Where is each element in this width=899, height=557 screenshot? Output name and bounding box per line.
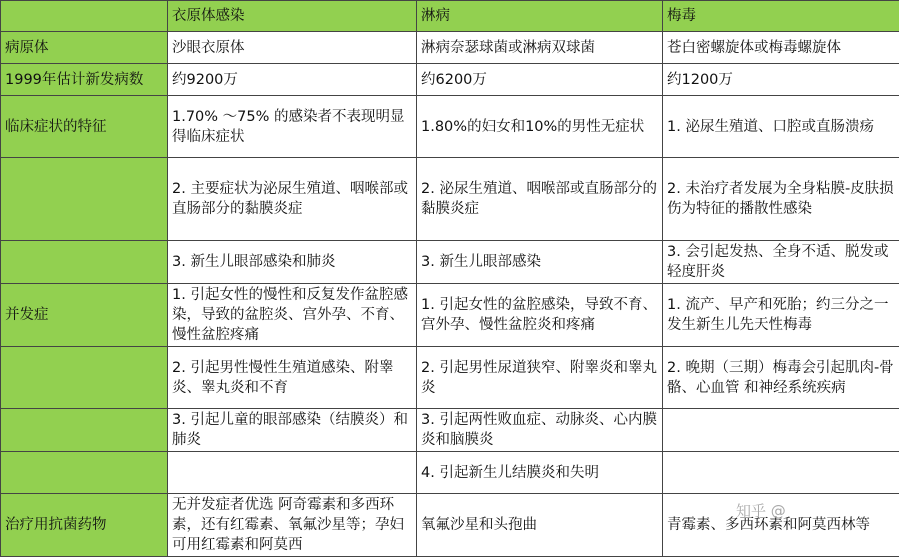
table-cell xyxy=(168,452,417,494)
table-cell: 沙眼衣原体 xyxy=(168,32,417,64)
table-row xyxy=(1,32,899,64)
table-cell: 无并发症者优选 阿奇霉素和多西环素，还有红霉素、氧氟沙星等；孕妇可用红霉素和阿莫西 xyxy=(168,494,417,557)
table-cell: 1. 流产、早产和死胎；约三分之一发生新生儿先天性梅毒 xyxy=(663,284,899,347)
table-cell: 4. 引起新生儿结膜炎和失明 xyxy=(417,452,663,494)
table-cell: 3. 会引起发热、全身不适、脱发或轻度肝炎 xyxy=(663,241,899,284)
table-cell: 2. 引起男性尿道狭窄、附睾炎和睾丸炎 xyxy=(417,347,663,409)
row-label xyxy=(1,241,168,284)
table-cell: 青霉素、多西环素和阿莫西林等 xyxy=(663,494,899,557)
table-cell: 约1200万 xyxy=(663,64,899,96)
table-cell: 3. 引起儿童的眼部感染（结膜炎）和肺炎 xyxy=(168,409,417,452)
row-label xyxy=(1,347,168,409)
table-cell: 苍白密螺旋体或梅毒螺旋体 xyxy=(663,32,899,64)
table-row xyxy=(1,347,899,409)
table-cell: 2. 泌尿生殖道、咽喉部或直肠部分的黏膜炎症 xyxy=(417,158,663,241)
table-cell: 1. 引起女性的盆腔感染，导致不育、宫外孕、慢性盆腔炎和疼痛 xyxy=(417,284,663,347)
table-row xyxy=(1,284,899,347)
row-label xyxy=(1,158,168,241)
header-corner-cell xyxy=(1,1,168,32)
table-row xyxy=(1,158,899,241)
row-label: 并发症 xyxy=(1,284,168,347)
table-row xyxy=(1,409,899,452)
table-cell: 淋病奈瑟球菌或淋病双球菌 xyxy=(417,32,663,64)
column-header-chlamydia: 衣原体感染 xyxy=(168,1,417,32)
table-cell: 3. 引起两性败血症、动脉炎、心内膜炎和脑膜炎 xyxy=(417,409,663,452)
table-cell: 1. 引起女性的慢性和反复发作盆腔感染，导致的盆腔炎、宫外孕、不育、慢性盆腔疼痛 xyxy=(168,284,417,347)
table-row xyxy=(1,96,899,158)
table-cell: 约6200万 xyxy=(417,64,663,96)
table-cell: 1.70% 〜75% 的感染者不表现明显得临床症状 xyxy=(168,96,417,158)
row-label xyxy=(1,452,168,494)
table-cell: 1. 泌尿生殖道、口腔或直肠溃疡 xyxy=(663,96,899,158)
table-cell: 2. 未治疗者发展为全身粘膜-皮肤损伤为特征的播散性感染 xyxy=(663,158,899,241)
table-cell: 2. 引起男性慢性生殖道感染、附睾炎、睾丸炎和不育 xyxy=(168,347,417,409)
watermark: 知乎 @ xyxy=(736,500,786,521)
row-label xyxy=(1,409,168,452)
row-label: 临床症状的特征 xyxy=(1,96,168,158)
table-row xyxy=(1,64,899,96)
table-cell: 氧氟沙星和头孢曲 xyxy=(417,494,663,557)
table-cell: 约9200万 xyxy=(168,64,417,96)
row-label: 病原体 xyxy=(1,32,168,64)
table-cell: 2. 主要症状为泌尿生殖道、咽喉部或直肠部分的黏膜炎症 xyxy=(168,158,417,241)
table-cell xyxy=(663,452,899,494)
table-row xyxy=(1,241,899,284)
table-row xyxy=(1,452,899,494)
table-cell: 2. 晚期（三期）梅毒会引起肌肉-骨骼、心血管 和神经系统疾病 xyxy=(663,347,899,409)
table-cell: 1.80%的妇女和10%的男性无症状 xyxy=(417,96,663,158)
table-cell: 3. 新生儿眼部感染和肺炎 xyxy=(168,241,417,284)
column-header-gonorrhea: 淋病 xyxy=(417,1,663,32)
column-header-syphilis: 梅毒 xyxy=(663,1,899,32)
table-cell xyxy=(663,409,899,452)
row-label: 治疗用抗菌药物 xyxy=(1,494,168,557)
table-row xyxy=(1,494,899,557)
row-label: 1999年估计新发病数 xyxy=(1,64,168,96)
table-cell: 3. 新生儿眼部感染 xyxy=(417,241,663,284)
header-row xyxy=(1,1,899,32)
